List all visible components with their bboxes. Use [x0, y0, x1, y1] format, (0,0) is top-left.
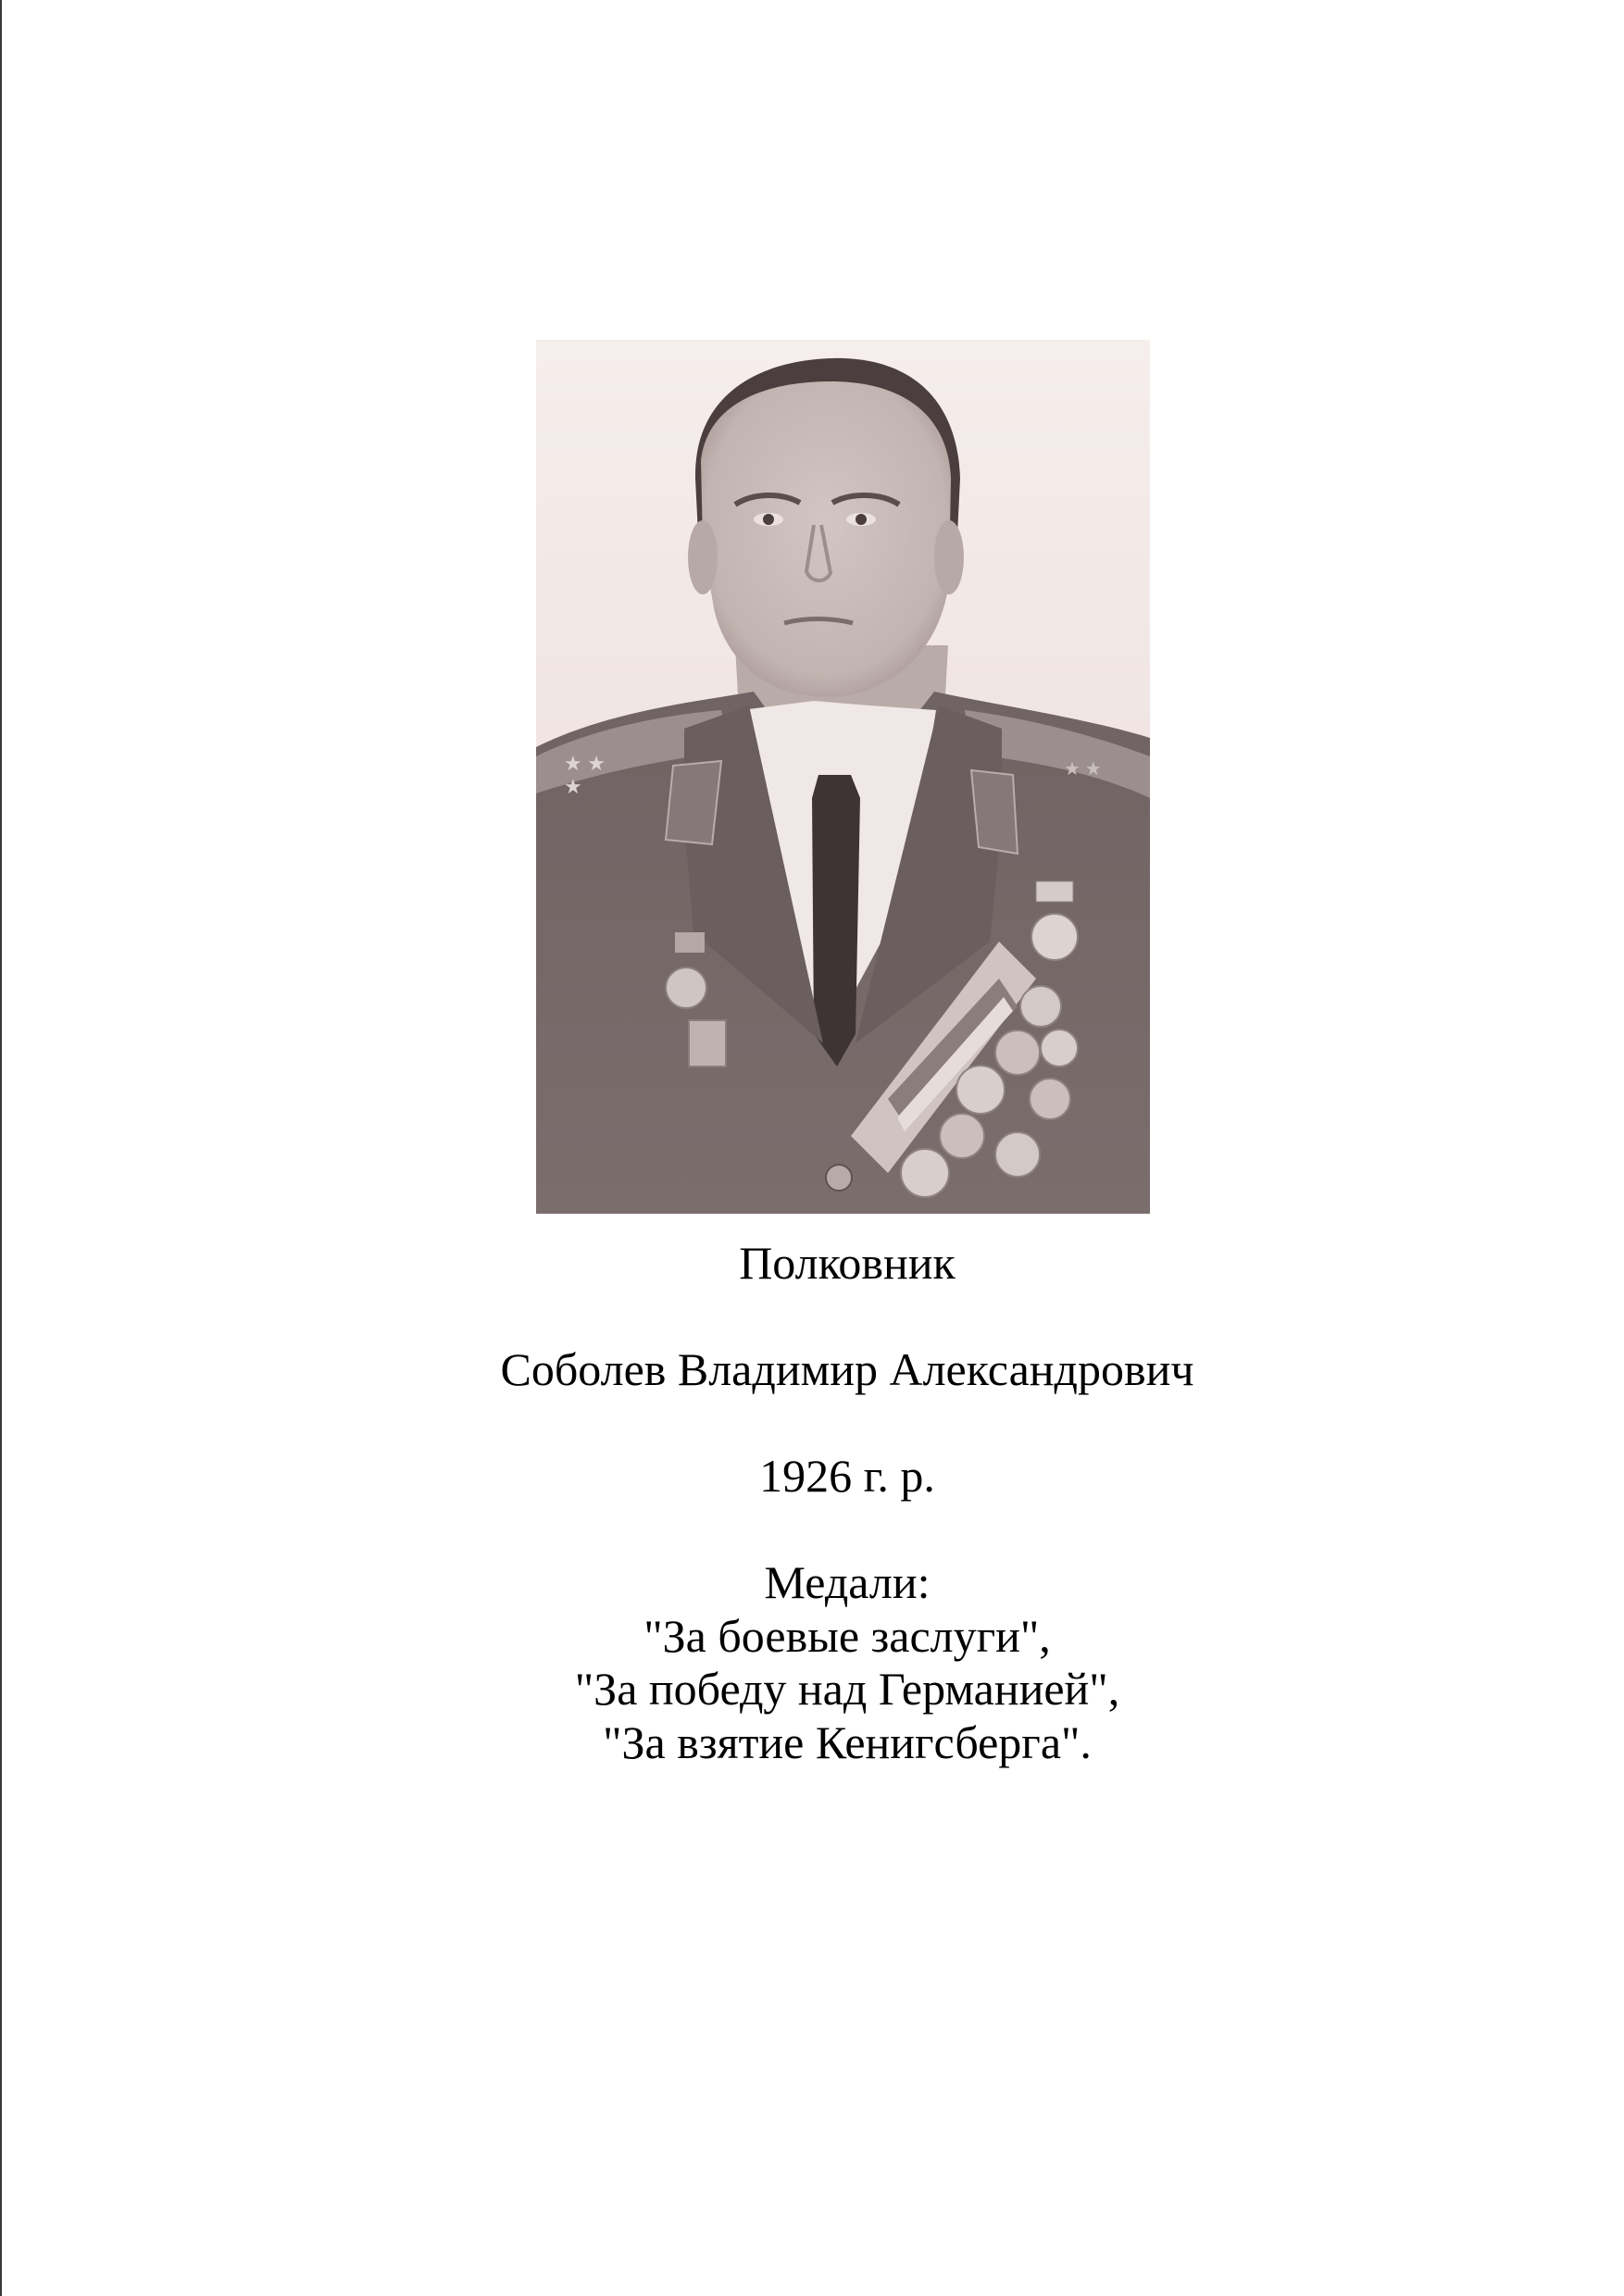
rank-text: Полковник	[739, 1237, 956, 1289]
blank-line	[384, 1397, 1310, 1451]
blank-line	[384, 1504, 1310, 1557]
medal-item: "За боевые заслуги",	[643, 1609, 1051, 1662]
svg-text:★ ★: ★ ★	[564, 752, 606, 775]
medal-item: "За победу над Германией",	[574, 1663, 1120, 1715]
full-name-text: Соболев Владимир Александрович	[500, 1343, 1194, 1395]
caption-block	[384, 1237, 1310, 1769]
portrait-image	[536, 340, 1150, 1214]
birth-year-text: 1926 г. р.	[759, 1450, 935, 1502]
portrait-photo	[536, 340, 1150, 1214]
page-left-border	[0, 0, 2, 2296]
svg-text:★: ★	[564, 775, 582, 798]
medals-heading: Медали:	[764, 1556, 931, 1608]
svg-text:★ ★: ★ ★	[1064, 759, 1102, 780]
blank-line	[384, 1291, 1310, 1344]
medal-item: "За взятие Кенигсберга".	[603, 1716, 1092, 1768]
